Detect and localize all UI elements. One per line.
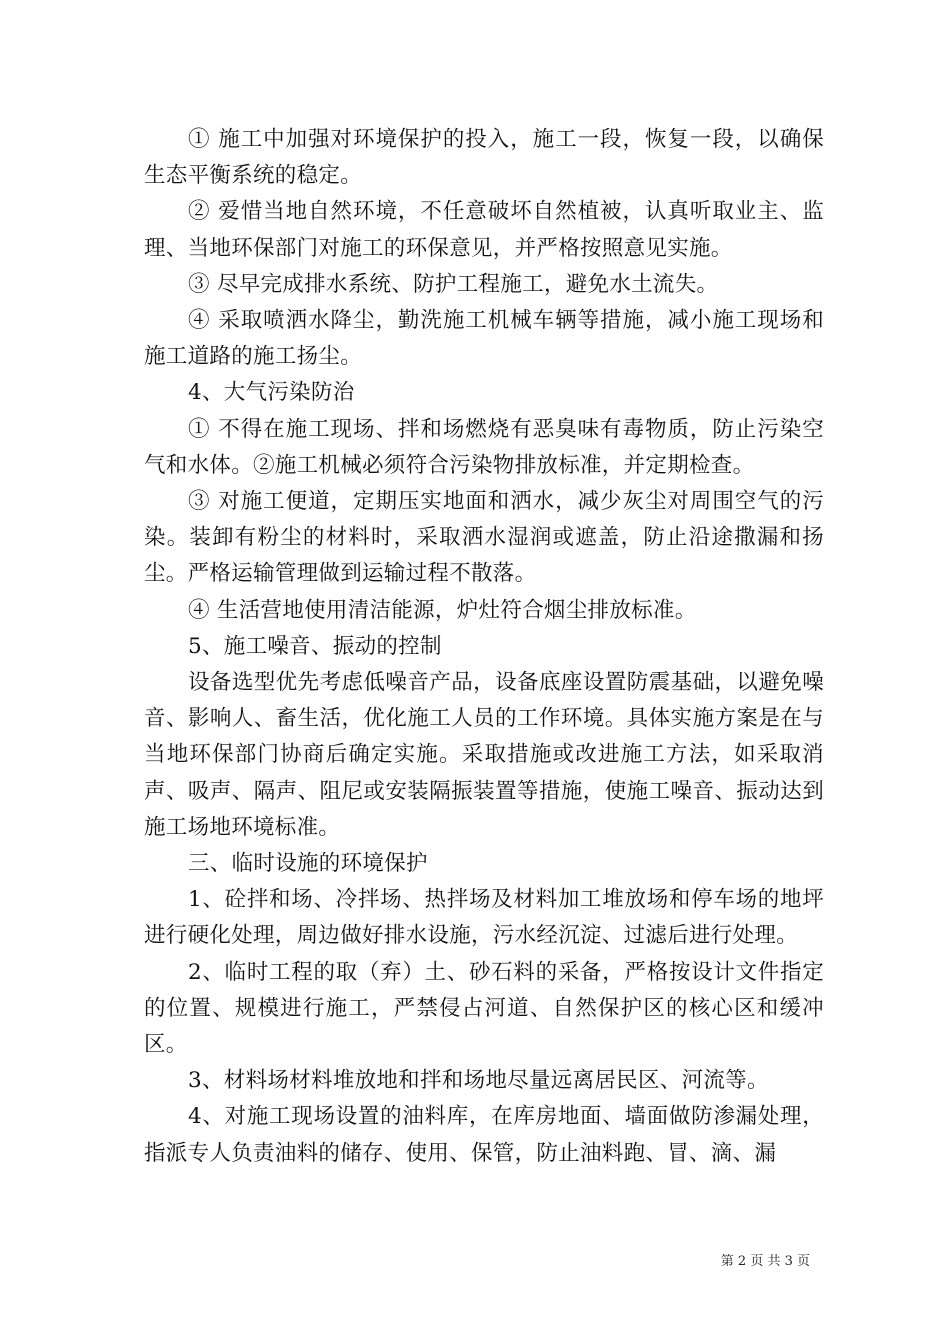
section-heading: 5、施工噪音、振动的控制 xyxy=(188,633,442,659)
paragraph: ④ 采取喷洒水降尘，勤洗施工机械车辆等措施，减小施工现场和施工道路的施工扬尘。 xyxy=(144,308,824,370)
paragraph: ① 施工中加强对环境保护的投入，施工一段，恢复一段，以确保生态平衡系统的稳定。 xyxy=(144,127,824,189)
page-number: 第 2 页 共 3 页 xyxy=(720,1254,810,1269)
section-heading: 三、临时设施的环境保护 xyxy=(188,851,428,877)
paragraph: 设备选型优先考虑低噪音产品，设备底座设置防震基础，以避免噪音、影响人、畜生活，优化施工人员的工作环境。具体实施方案是在与当地环保部门协商后确定实施。采取措施或改进施工方法，如采取消声、吸声、隔声、阻尼或安装隔振装置等措施，使施工噪音、振动达到施工场地环境标准。 xyxy=(144,670,824,840)
paragraph: 1、砼拌和场、冷拌场、热拌场及材料加工堆放场和停车场的地坪进行硬化处理，周边做好排水设施，污水经沉淀、过滤后进行处理。 xyxy=(144,887,824,949)
paragraph: 2、临时工程的取（弃）土、砂石料的采备，严格按设计文件指定的位置、规模进行施工，严禁侵占河道、自然保护区的核心区和缓冲区。 xyxy=(144,959,824,1058)
paragraph: ② 爱惜当地自然环境，不任意破坏自然植被，认真听取业主、监理、当地环保部门对施工的环保意见，并严格按照意见实施。 xyxy=(144,199,824,261)
section-heading: 4、大气污染防治 xyxy=(188,380,355,406)
paragraph: ③ 尽早完成排水系统、防护工程施工，避免水土流失。 xyxy=(188,271,719,297)
paragraph: 3、材料场材料堆放地和拌和场地尽量远离居民区、河流等。 xyxy=(188,1068,769,1094)
paragraph: ④ 生活营地使用清洁能源，炉灶符合烟尘排放标准。 xyxy=(188,597,697,623)
paragraph: ① 不得在施工现场、拌和场燃烧有恶臭味有毒物质，防止污染空气和水体。②施工机械必须符合污染物排放标准，并定期检查。 xyxy=(144,416,824,478)
document-body xyxy=(144,122,824,1172)
paragraph: 4、对施工现场设置的油料库，在库房地面、墙面做防渗漏处理，指派专人负责油料的储存、使用、保管，防止油料跑、冒、滴、漏 xyxy=(144,1104,824,1166)
paragraph: ③ 对施工便道，定期压实地面和洒水，减少灰尘对周围空气的污染。装卸有粉尘的材料时，采取洒水湿润或遮盖，防止沿途撒漏和扬尘。严格运输管理做到运输过程不散落。 xyxy=(144,489,824,587)
